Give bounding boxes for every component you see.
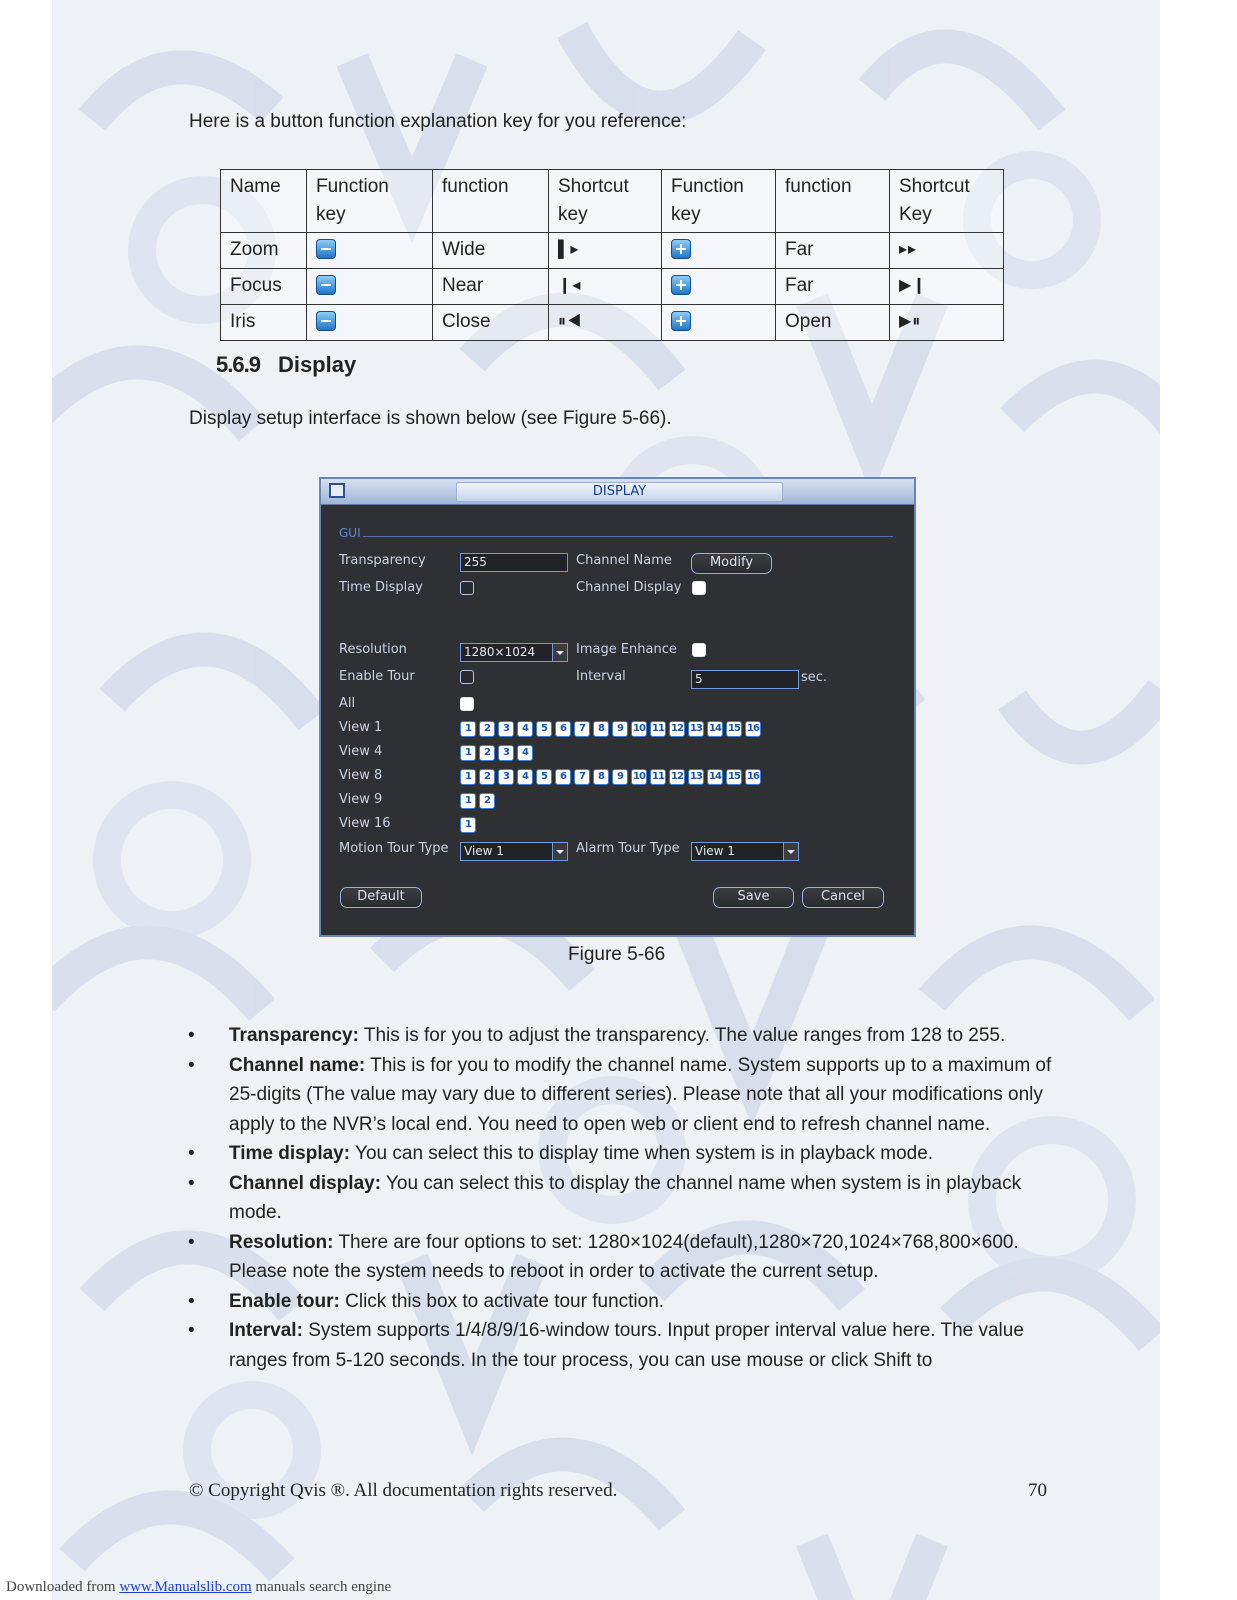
channel-checkbox[interactable]: 16 [745,769,761,785]
row-function: Far [776,233,890,269]
interval-input[interactable]: 5 [691,670,799,689]
bullet-term: Transparency: [229,1025,359,1046]
motion-tour-label: Motion Tour Type [339,841,449,856]
description-list [186,1021,1056,1375]
bullet-term: Resolution: [229,1231,334,1253]
image-enhance-checkbox[interactable] [692,643,706,657]
plus-icon [671,311,691,331]
channel-checkbox[interactable]: 1 [460,721,476,737]
channel-checkbox[interactable]: 6 [555,721,571,737]
row-shortcut: ▶❙ [890,269,1004,305]
section-heading [216,352,356,378]
view-8-channels [460,769,761,785]
list-item [186,1228,1056,1287]
minus-icon [316,275,336,295]
download-notice [6,1579,391,1596]
bullet-term: Channel display: [229,1172,382,1194]
window-icon [329,483,345,498]
header-shortcut-key-2: Shortcut Key [890,170,1004,233]
channel-checkbox[interactable]: 1 [460,793,476,809]
header-name: Name [221,170,307,233]
channel-checkbox[interactable]: 2 [479,745,495,761]
row-function: Open [776,305,890,341]
channel-checkbox[interactable]: 3 [498,745,514,761]
header-function-key-2: Function key [662,170,776,233]
view-16-channels [460,817,476,833]
figure-caption: Figure 5-66 [568,944,666,965]
section-title: Display [277,352,357,377]
row-name: Iris [221,305,307,341]
list-item [186,1139,1056,1169]
plus-icon [671,275,691,295]
bullet-text: This is for you to modify the channel name. System supports up to a maximum of 25-digits (The value may vary due to different series). Please note that all your modifications only apply to the NVR’s local end. You need to open web or client end to refresh channel name. [229,1054,1052,1135]
channel-name-label: Channel Name [576,553,672,568]
bullet-text: System supports 1/4/8/9/16-window tours. Input proper interval value here. The value ranges from 5-120 seconds. In the tour process, you can use mouse or click Shift to [229,1320,1024,1371]
row-shortcut: ❙◂ [549,269,662,305]
channel-checkbox[interactable]: 16 [745,721,761,737]
header-function-2: function [776,170,890,233]
channel-checkbox[interactable]: 1 [460,745,476,761]
view-9-label: View 9 [339,792,383,807]
all-checkbox[interactable] [460,697,474,711]
channel-checkbox[interactable]: 3 [498,721,514,737]
channel-checkbox[interactable]: 9 [612,721,628,737]
channel-checkbox[interactable]: 5 [536,769,552,785]
resolution-value: 1280×1024 [464,645,536,659]
bullet-text: You can select this to display time when system is in playback mode. [350,1143,934,1164]
header-function: function [433,170,549,233]
gui-group-label: GUI [339,526,361,540]
chevron-down-icon[interactable] [552,644,567,661]
channel-checkbox[interactable]: 12 [669,769,685,785]
time-display-label: Time Display [339,580,423,595]
enable-tour-label: Enable Tour [339,669,415,684]
table-row [221,305,1004,341]
channel-checkbox[interactable]: 8 [593,721,609,737]
row-shortcut: ▶⏸ [890,305,1004,341]
view-1-label: View 1 [339,720,383,735]
channel-checkbox[interactable]: 11 [650,769,666,785]
intro-text: Here is a button function explanation key for you reference: [189,111,687,132]
channel-checkbox[interactable]: 1 [460,769,476,785]
alarm-tour-select[interactable] [691,842,799,861]
row-function: Wide [433,233,549,269]
list-item [186,1316,1056,1375]
display-dialog [319,477,916,937]
channel-checkbox[interactable]: 11 [650,721,666,737]
row-name: Focus [221,269,307,305]
transparency-label: Transparency [339,553,426,568]
channel-checkbox[interactable]: 14 [707,721,723,737]
plus-icon [671,239,691,259]
list-item [186,1287,1056,1317]
channel-checkbox[interactable]: 12 [669,721,685,737]
row-function: Far [776,269,890,305]
channel-checkbox[interactable]: 2 [479,793,495,809]
channel-checkbox[interactable]: 2 [479,769,495,785]
list-item [186,1169,1056,1228]
channel-checkbox[interactable]: 2 [479,721,495,737]
channel-checkbox[interactable]: 10 [631,721,647,737]
view-16-label: View 16 [339,816,391,831]
channel-checkbox[interactable]: 7 [574,721,590,737]
minus-icon [316,311,336,331]
dialog-title: DISPLAY [456,482,783,502]
section-number: 5.6.9 [216,352,260,377]
alarm-tour-value: View 1 [695,844,735,858]
bullet-text: You can select this to display the channel name when system is in playback mode. [229,1172,1022,1223]
default-button[interactable]: Default [340,887,422,908]
image-enhance-label: Image Enhance [576,642,677,657]
table-header-row [221,170,1004,233]
alarm-tour-label: Alarm Tour Type [576,841,680,856]
dialog-titlebar [321,479,914,505]
save-button[interactable]: Save [713,887,794,908]
row-shortcut: ▸▸ [890,233,1004,269]
download-suffix: manuals search engine [251,1579,392,1595]
resolution-label: Resolution [339,642,407,657]
row-name: Zoom [221,233,307,269]
view-9-channels [460,793,495,809]
view-4-channels [460,745,533,761]
row-function: Close [433,305,549,341]
manualslib-link[interactable]: www.Manualslib.com [119,1579,252,1595]
time-display-checkbox[interactable] [460,581,474,595]
button-key-table [220,169,1004,341]
motion-tour-value: View 1 [464,844,504,858]
bullet-term: Channel name: [229,1054,366,1076]
view-4-label: View 4 [339,744,383,759]
group-divider [363,536,893,537]
download-prefix: Downloaded from [6,1579,120,1595]
all-label: All [339,696,356,711]
list-item [186,1051,1056,1140]
chevron-down-icon[interactable] [552,843,567,860]
channel-checkbox[interactable]: 10 [631,769,647,785]
chevron-down-icon[interactable] [783,843,798,860]
bullet-text: This is for you to adjust the transparency. The value ranges from 128 to 255. [358,1025,1006,1046]
channel-checkbox[interactable]: 1 [460,817,476,833]
list-item [186,1021,1056,1051]
channel-display-label: Channel Display [576,580,682,595]
page-number: 70 [1028,1480,1047,1501]
channel-display-checkbox[interactable] [692,581,706,595]
header-function-key: Function key [307,170,433,233]
minus-icon [316,239,336,259]
modify-button[interactable]: Modify [691,553,772,574]
interval-unit: sec. [801,670,828,685]
copyright: © Copyright Qvis ®. All documentation rights reserved. [189,1480,618,1501]
channel-checkbox[interactable]: 7 [574,769,590,785]
table-row [221,233,1004,269]
cancel-button[interactable]: Cancel [802,887,884,908]
channel-checkbox[interactable]: 8 [593,769,609,785]
bullet-text: Click this box to activate tour function. [339,1290,665,1312]
bullet-term: Interval: [229,1320,303,1341]
resolution-select[interactable] [460,643,568,662]
channel-checkbox[interactable]: 4 [517,769,533,785]
channel-checkbox[interactable]: 3 [498,769,514,785]
bullet-text: There are four options to set: 1280×1024(default),1280×720,1024×768,800×600. Please note the system needs to reboot in order to activate the current setup. [229,1231,1019,1282]
view-1-channels [460,721,761,737]
channel-checkbox[interactable]: 13 [688,769,704,785]
channel-checkbox[interactable]: 5 [536,721,552,737]
bullet-term: Time display: [229,1143,351,1164]
channel-checkbox[interactable]: 15 [726,721,742,737]
interval-label: Interval [576,669,626,684]
row-shortcut: ▌▸ [549,233,662,269]
channel-checkbox[interactable]: 9 [612,769,628,785]
channel-checkbox[interactable]: 4 [517,721,533,737]
row-shortcut: ⏸◀ [549,305,662,341]
table-row [221,269,1004,305]
channel-checkbox[interactable]: 4 [517,745,533,761]
view-8-label: View 8 [339,768,383,783]
bullet-term: Enable tour: [229,1290,340,1312]
channel-checkbox[interactable]: 14 [707,769,723,785]
channel-checkbox[interactable]: 15 [726,769,742,785]
motion-tour-select[interactable] [460,842,568,861]
channel-checkbox[interactable]: 13 [688,721,704,737]
row-function: Near [433,269,549,305]
display-intro: Display setup interface is shown below (see Figure 5-66). [189,408,672,429]
transparency-input[interactable]: 255 [460,553,568,572]
header-shortcut-key: Shortcut key [549,170,662,233]
channel-checkbox[interactable]: 6 [555,769,571,785]
enable-tour-checkbox[interactable] [460,670,474,684]
